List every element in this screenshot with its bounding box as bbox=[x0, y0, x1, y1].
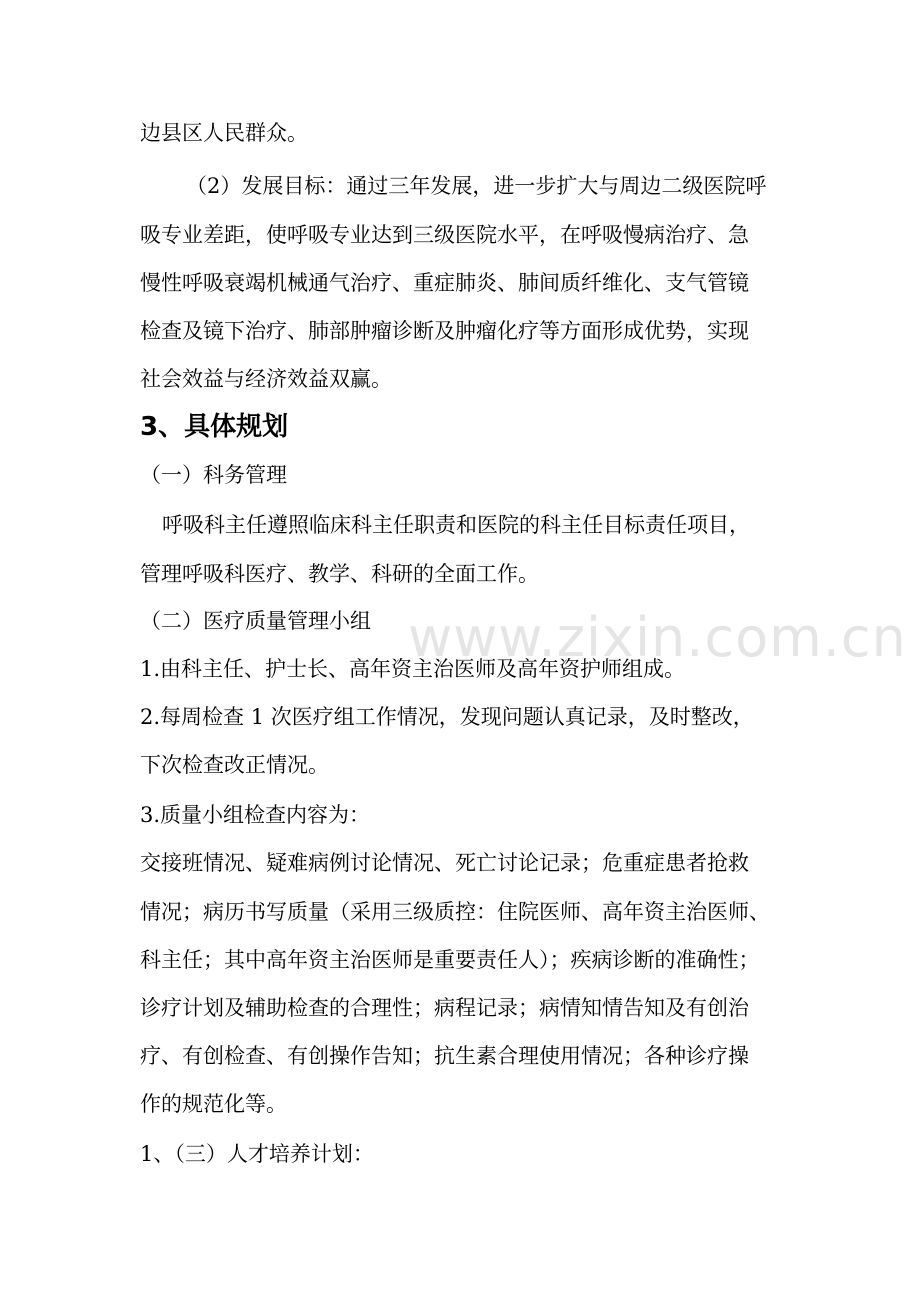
paragraph-line: 作的规范化等。 bbox=[140, 1092, 287, 1116]
paragraph-line: 社会效益与经济效益双赢。 bbox=[140, 367, 392, 391]
paragraph-line: 边县区人民群众。 bbox=[140, 121, 308, 145]
paragraph-line: 呼吸科主任遵照临床科主任职责和医院的科主任目标责任项目， bbox=[162, 513, 750, 537]
watermark: www.zixin.com.cn bbox=[408, 606, 907, 669]
subsection-title: 1、（三）人才培养计划： bbox=[140, 1142, 374, 1166]
paragraph-line: 疗、有创检查、有创操作告知；抗生素合理使用情况；各种诊疗操 bbox=[140, 1044, 749, 1068]
subsection-title: （二）医疗质量管理小组 bbox=[140, 609, 371, 633]
paragraph-line: 检查及镜下治疗、肺部肿瘤诊断及肿瘤化疗等方面形成优势，实现 bbox=[140, 319, 749, 343]
section-heading: 3、具体规划 bbox=[140, 412, 289, 442]
list-item: 3.质量小组检查内容为： bbox=[140, 803, 371, 827]
paragraph-line: 慢性呼吸衰竭机械通气治疗、重症肺炎、肺间质纤维化、支气管镜 bbox=[140, 271, 749, 295]
paragraph-line: 科主任；其中高年资主治医师是重要责任人）；疾病诊断的准确性； bbox=[140, 948, 760, 972]
list-item: 1.由科主任、护士长、高年资主治医师及高年资护师组成。 bbox=[140, 657, 686, 681]
paragraph-line: 诊疗计划及辅助检查的合理性；病程记录；病情知情告知及有创治 bbox=[140, 996, 749, 1020]
paragraph-line: （2）发展目标：通过三年发展，进一步扩大与周边二级医院呼 bbox=[186, 174, 767, 198]
paragraph-line: 情况；病历书写质量（采用三级质控：住院医师、高年资主治医师、 bbox=[140, 900, 770, 924]
paragraph-line: 下次检查改正情况。 bbox=[140, 753, 329, 777]
list-item: 2.每周检查 1 次医疗组工作情况，发现问题认真记录，及时整改， bbox=[140, 705, 754, 729]
subsection-title: （一）科务管理 bbox=[140, 463, 287, 487]
paragraph-line: 交接班情况、疑难病例讨论情况、死亡讨论记录；危重症患者抢救 bbox=[140, 851, 749, 875]
paragraph-line: 管理呼吸科医疗、教学、科研的全面工作。 bbox=[140, 562, 539, 586]
paragraph-line: 吸专业差距，使呼吸专业达到三级医院水平，在呼吸慢病治疗、急 bbox=[140, 223, 749, 247]
